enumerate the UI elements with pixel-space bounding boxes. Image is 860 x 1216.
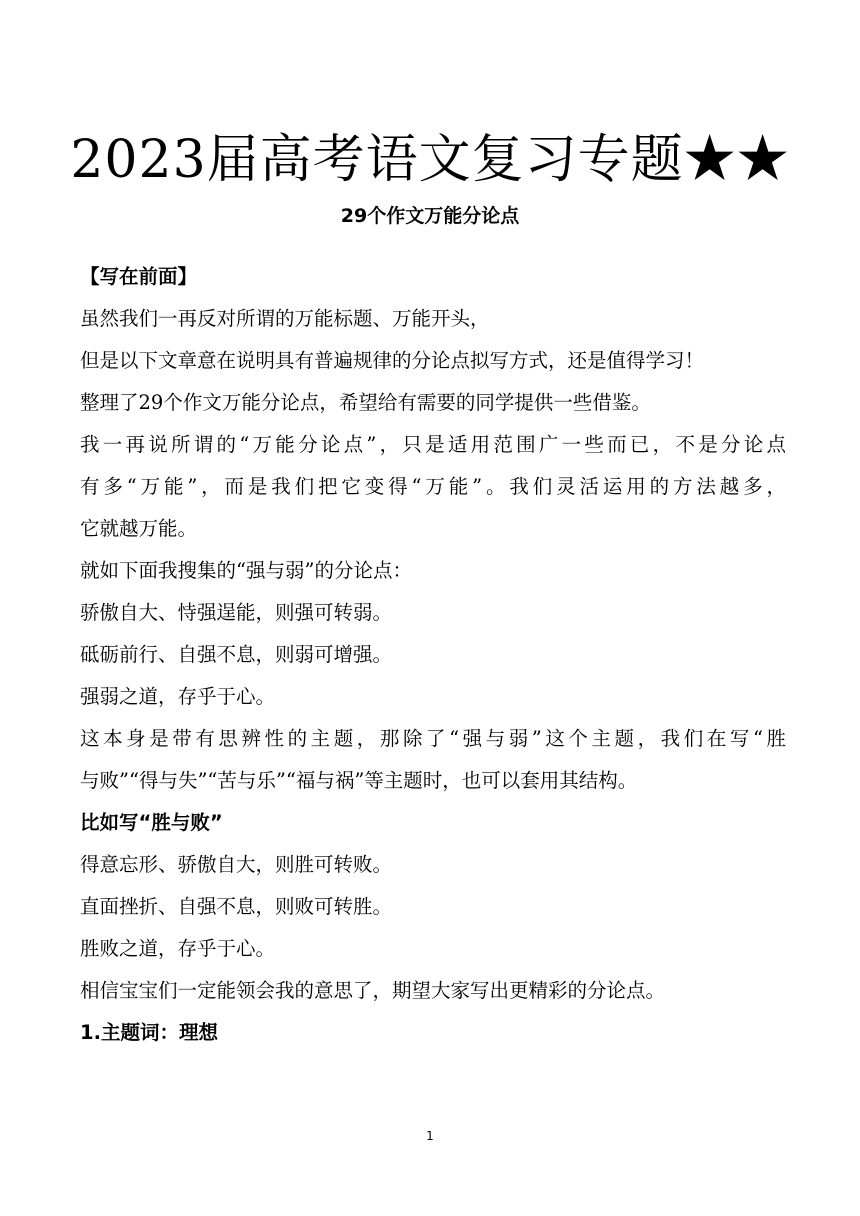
section-heading-preface: 【写在前面】 [80, 265, 198, 288]
paragraph-line: 直面挫折、自强不息，则败可转胜。 [80, 895, 393, 918]
paragraph-line: 就如下面我搜集的“强与弱”的分论点： [80, 559, 412, 582]
document-body [80, 256, 786, 1054]
paragraph-line: 相信宝宝们一定能领会我的意思了，期望大家写出更精彩的分论点。 [80, 979, 666, 1002]
paragraph-line: 骄傲自大、恃强逞能，则强可转弱。 [80, 601, 393, 624]
topic-heading: 1.主题词：理想 [80, 1021, 218, 1044]
paragraph-line: 胜败之道，存乎于心。 [80, 937, 276, 960]
paragraph-line: 强弱之道，存乎于心。 [80, 685, 276, 708]
paragraph-line: 有多“万能”，而是我们把它变得“万能”。我们灵活运用的方法越多， [80, 475, 786, 498]
document-subtitle: 29个作文万能分论点 [340, 205, 520, 227]
paragraph-line: 虽然我们一再反对所谓的万能标题、万能开头， [80, 307, 490, 330]
paragraph-line: 但是以下文章意在说明具有普遍规律的分论点拟写方式，还是值得学习！ [80, 349, 705, 372]
paragraph-line: 它就越万能。 [80, 517, 198, 540]
paragraph-line: 这本身是带有思辨性的主题，那除了“强与弱”这个主题，我们在写“胜 [80, 727, 786, 750]
paragraph-line: 整理了29个作文万能分论点，希望给有需要的同学提供一些借鉴。 [80, 391, 651, 414]
page-number: 1 [426, 1129, 434, 1143]
document-title: 2023届高考语文复习专题★★ [70, 130, 790, 190]
paragraph-line: 砥砺前行、自强不息，则弱可增强。 [80, 643, 393, 666]
paragraph-line: 与败”“得与失”“苦与乐”“福与祸”等主题时，也可以套用其结构。 [80, 769, 638, 792]
example-heading: 比如写“胜与败” [80, 811, 223, 834]
paragraph-line: 得意忘形、骄傲自大，则胜可转败。 [80, 853, 393, 876]
paragraph-line: 我一再说所谓的“万能分论点”，只是适用范围广一些而已，不是分论点 [80, 433, 786, 456]
